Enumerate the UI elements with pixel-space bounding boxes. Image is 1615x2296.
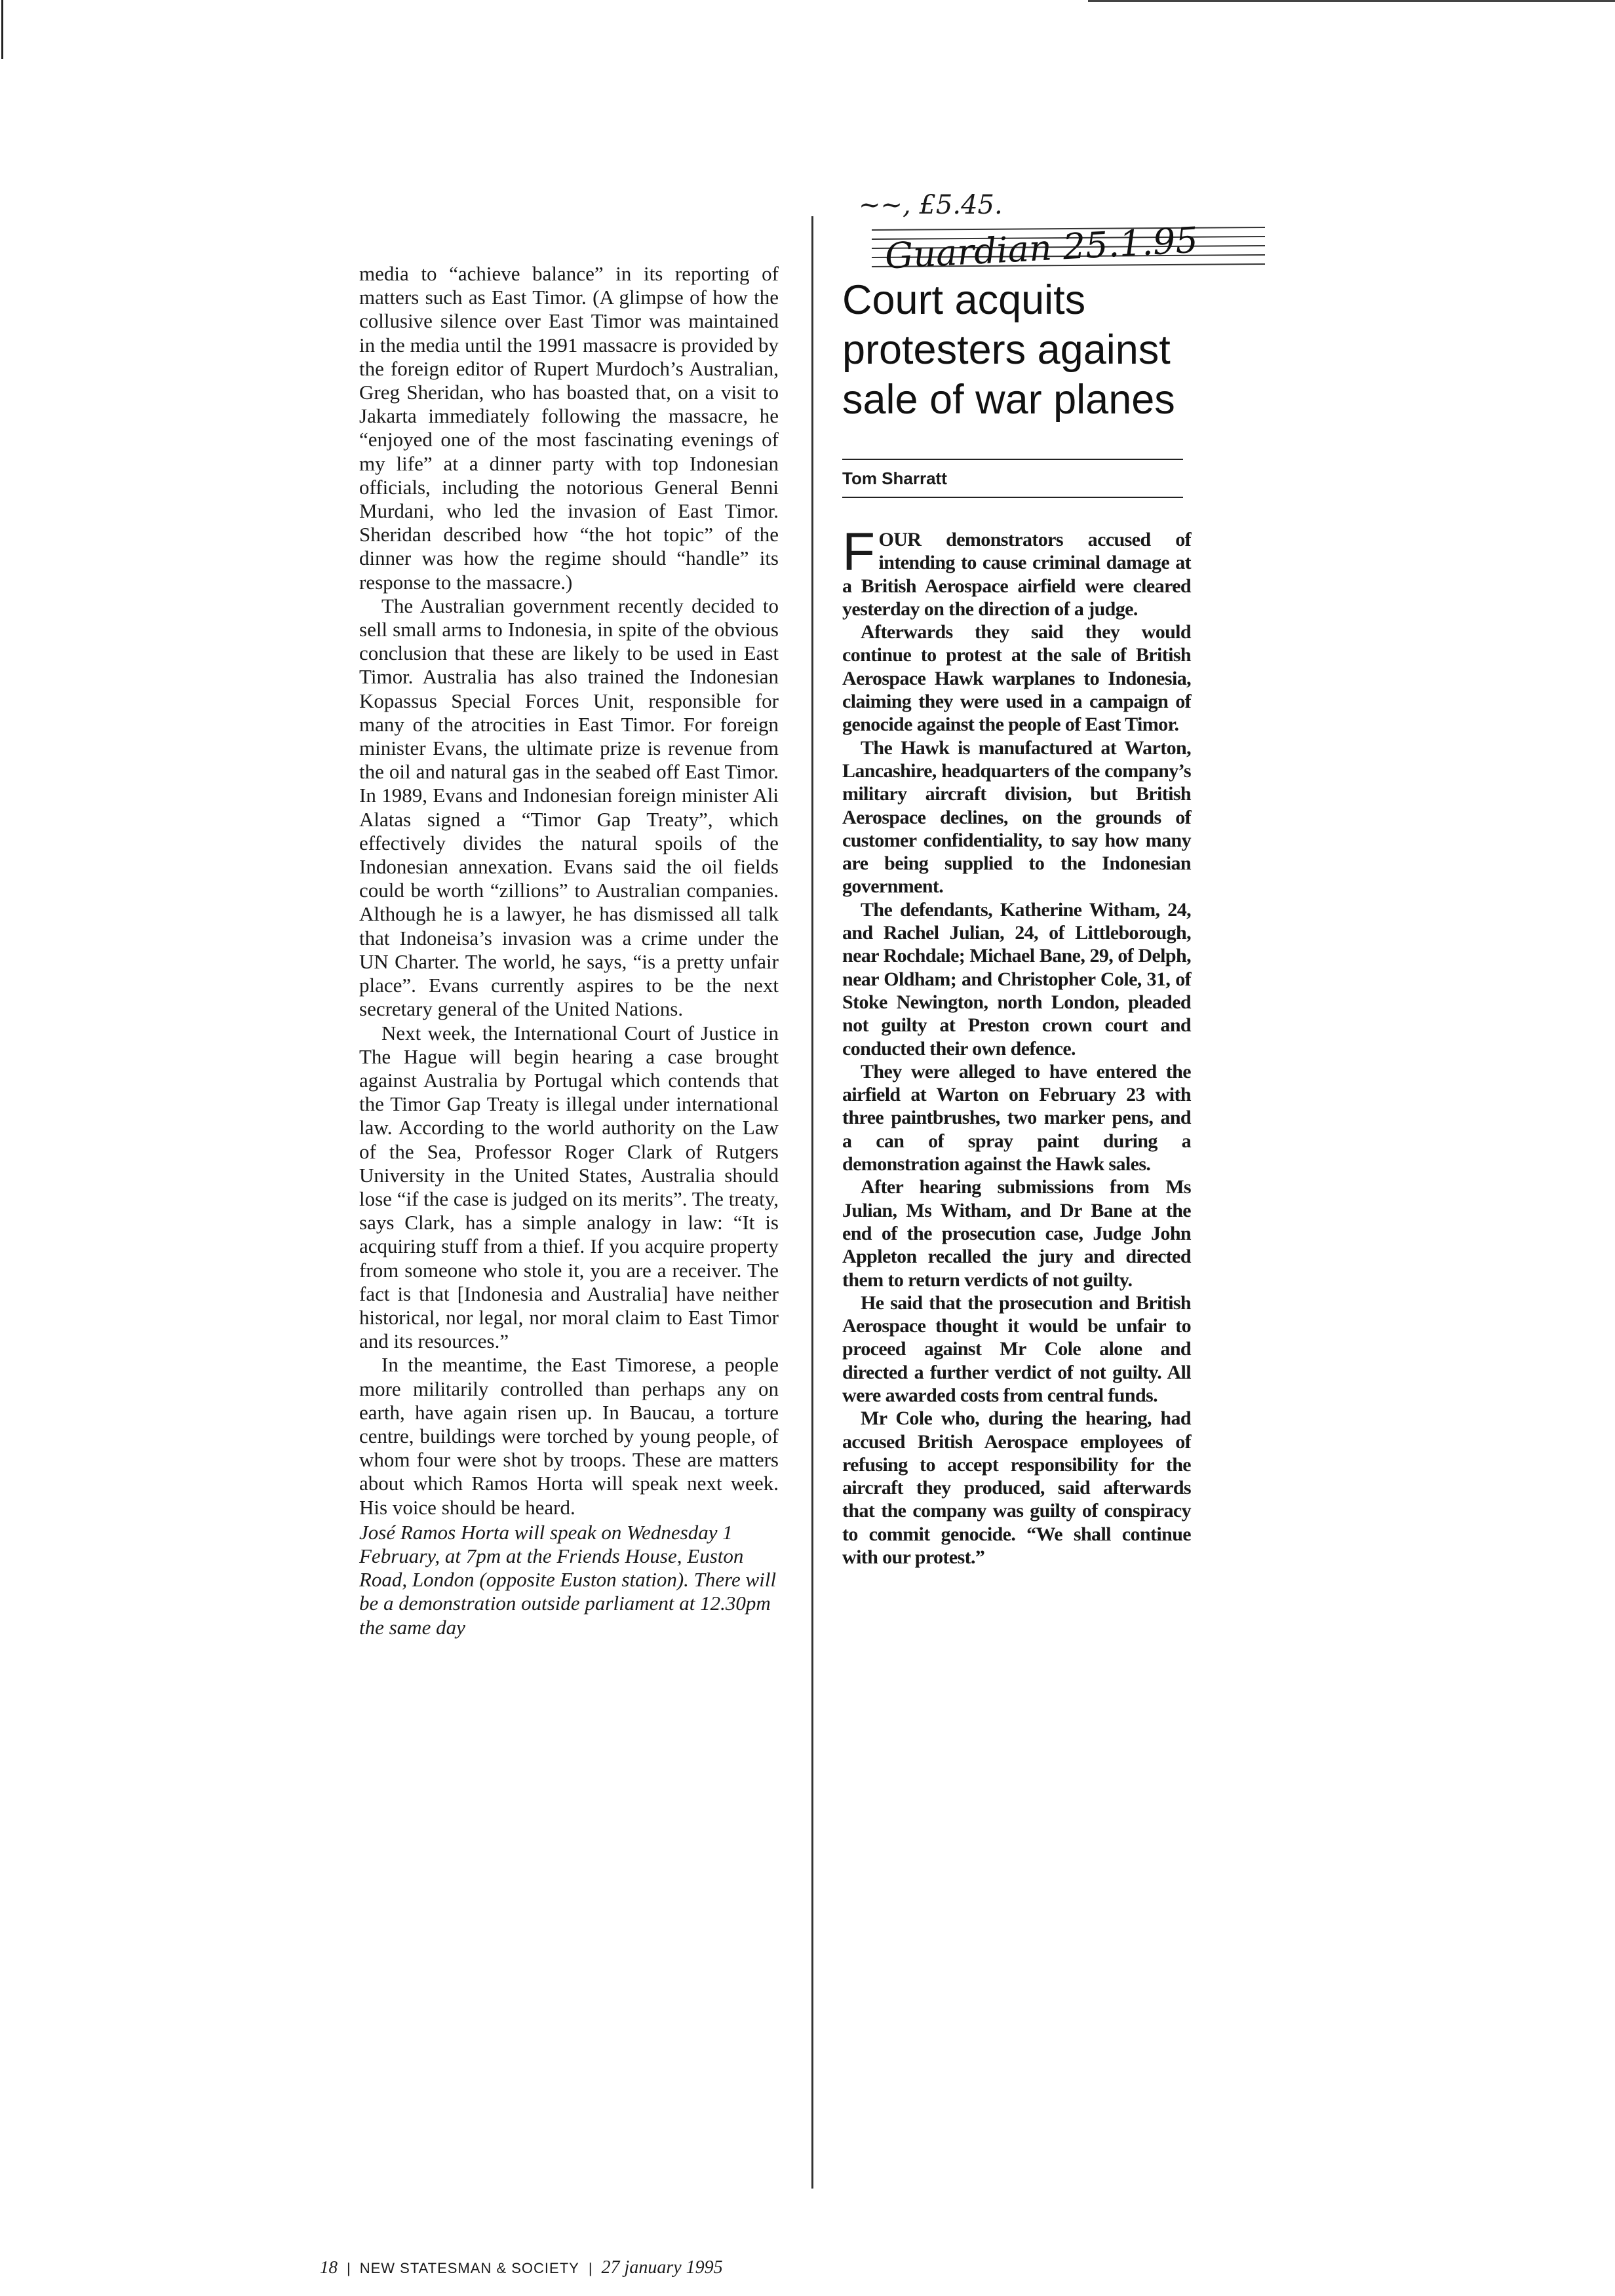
column-divider bbox=[811, 216, 813, 2189]
page-footer bbox=[320, 2257, 723, 2278]
issue-date: 27 january 1995 bbox=[601, 2257, 723, 2278]
left-paragraph-3: Next week, the International Court of Justice in The Hague will begin hearing a case brought against Australia by Portugal which contends that the Timor Gap Treaty is illegal under international law. According to the world authority on the Law of the Sea, Professor Roger Clark of Rutgers University in the United States, Australia should lose “if the case is judged on its merits”. The treaty, says Clark, has a simple analogy in law: “It is acquiring stuff from a thief. If you acquire property from someone who stole it, you are a receiver. The fact is that [Indonesia and Australia] have neither historical, nor legal, nor moral claim to East Timor and its resources.” bbox=[359, 1021, 779, 1353]
publication-name: NEW STATESMAN & SOCIETY bbox=[359, 2260, 579, 2276]
clipping-paragraph-4: The defendants, Katherine Witham, 24, and Rachel Julian, 24, of Littleborough, near Rochdale; Michael Bane, 29, of Delph, near Oldham; and Christopher Cole, 31, of Stoke Newington, north London, pleaded not guilty at Preston crown court and conducted their own defence. bbox=[842, 898, 1191, 1060]
clipping-headline: Court acquits protesters against sale of war planes bbox=[842, 277, 1175, 423]
left-paragraph-4: In the meantime, the East Timorese, a people more militarily controlled than perhaps any on earth, have again risen up. In Baucau, a torture centre, buildings were torched by young people, of whom four were shot by troops. These are matters about which Ramos Horta will speak next week. His voice should be heard. bbox=[359, 1353, 779, 1519]
clipping-paragraph-1 bbox=[842, 522, 1191, 621]
left-paragraph-1: media to “achieve balance” in its reporting of matters such as East Timor. (A glimpse of how the collusive silence over East Timor was maintained in the media until the 1991 massacre is provided by the foreign editor of Rupert Murdoch’s Australian, Greg Sheridan, who has boasted that, on a visit to Jakarta immediately following the massacre, he “enjoyed one of the most fascinating evenings of my life” at a dinner party with top Indonesian officials, including the notorious General Benni Murdani, who led the invasion of East Timor. Sheridan described how “the hot topic” of the dinner was how the regime should “handle” its response to the massacre.) bbox=[359, 262, 779, 594]
drop-cap: F bbox=[842, 522, 875, 582]
clipping-body bbox=[842, 522, 1191, 1569]
left-paragraph-2: The Australian government recently decided to sell small arms to Indonesia, in spite of the obvious conclusion that these are likely to be used in East Timor. Australia has also trained the Indonesian Kopassus Special Forces Unit, responsible for many of the atrocities in East Timor. For foreign minister Evans, the ultimate prize is revenue from the oil and natural gas in the seabed off East Timor. In 1989, Evans and Indonesian foreign minister Ali Alatas signed a “Timor Gap Treaty”, which effectively divides the natural spoils of the Indonesian annexation. Evans said the oil fields could be worth “zillions” to Australian companies. Although he is a lawyer, he has dismissed all talk that Indoneisa’s invasion was a crime under the UN Charter. The world, he says, “is a pretty unfair place”. Evans currently aspires to be the next secretary general of the United Nations. bbox=[359, 594, 779, 1021]
headline-rule bbox=[842, 459, 1183, 460]
clipping-paragraph-5: They were alleged to have entered the airfield at Warton on February 23 with three paintbrushes, two marker pens, and a can of spray paint during a demonstration against the Hawk sales. bbox=[842, 1060, 1191, 1176]
scan-top-rule bbox=[1088, 0, 1615, 2]
left-article-column bbox=[359, 262, 779, 1639]
clipping-paragraph-2: Afterwards they said they would continue to protest at the sale of British Aerospace Hawk warplanes to Indonesia, claiming they were used in a campaign of genocide against the people of East Timor. bbox=[842, 621, 1191, 736]
guardian-clipping bbox=[842, 275, 1190, 1569]
clipping-paragraph-6: After hearing submissions from Ms Julian, Ms Witham, and Dr Bane at the end of the prosecution case, Judge John Appleton recalled the jury and directed them to return verdicts of not guilty. bbox=[842, 1176, 1191, 1291]
clipping-paragraph-3: The Hawk is manufactured at Warton, Lancashire, headquarters of the company’s military aircraft division, but British Aerospace declines, on the grounds of customer confidentiality, to say how many are being supplied to the Indonesian government. bbox=[842, 737, 1191, 898]
page-number: 18 bbox=[320, 2257, 338, 2277]
event-note: José Ramos Horta will speak on Wednesday 1 February, at 7pm at the Friends House, Euston Road, London (opposite Euston station). There will be a demonstration outside parliament at 12.30pm the same day bbox=[359, 1520, 777, 1639]
clipping-paragraph-7: He said that the prosecution and British Aerospace thought it would be unfair to proceed against Mr Cole alone and directed a further verdict of not guilty. All were awarded costs from central funds. bbox=[842, 1292, 1191, 1406]
clipping-lede-text: OUR demonstrators accused of intending to cause criminal damage at a British Aerospace airfield were cleared yesterday on the direction of a judge. bbox=[842, 529, 1191, 620]
byline: Tom Sharratt bbox=[842, 469, 947, 488]
stamp-handwriting: Guardian 25.1.95 bbox=[884, 219, 1199, 277]
footer-separator-2: | bbox=[588, 2260, 593, 2276]
footer-separator: | bbox=[347, 2260, 351, 2276]
handwritten-price-note: ~~, £5.45. bbox=[859, 190, 1003, 220]
clipping-paragraph-8: Mr Cole who, during the hearing, had accused British Aerospace employees of refusing to accept responsibility for the aircraft they produced, said afterwards that the company was guilty of conspiracy to commit genocide. “We shall continue with our protest.” bbox=[842, 1407, 1191, 1569]
scan-edge-mark bbox=[1, 0, 3, 59]
handwritten-source-stamp bbox=[872, 213, 1278, 285]
byline-rule bbox=[842, 497, 1183, 498]
